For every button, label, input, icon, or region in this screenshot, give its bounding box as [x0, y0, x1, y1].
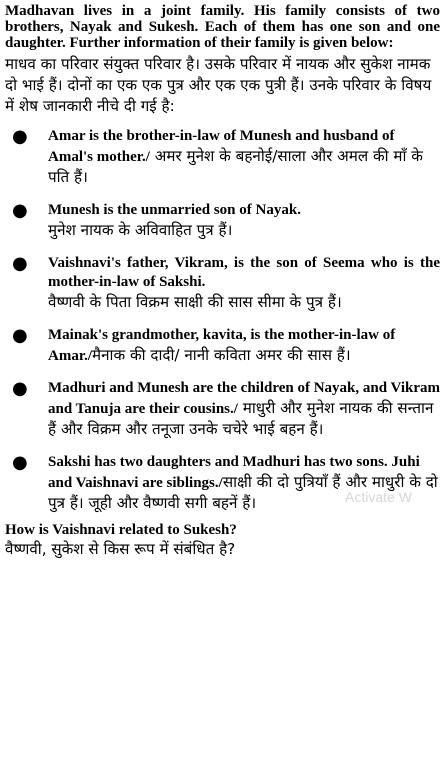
fact-text — [48, 326, 395, 364]
intro-english: Madhavan lives in a joint family. His family consists of two brothers, Nayak and Sukesh. Each of them has one son and one daughter. Further information of their family is given below: — [5, 3, 440, 52]
bullet-icon: ● — [12, 252, 28, 274]
fact-hindi: मुनेश नायक के अविवाहित पुत्र हैं। — [48, 220, 233, 239]
fact-item — [5, 201, 440, 241]
bullet-icon: ● — [12, 377, 28, 399]
fact-item — [5, 127, 440, 188]
activation-watermark: Activate W — [345, 489, 412, 505]
fact-hindi: माधुरी और मुनेश नायक की सन्तान हैं और विक्रम और तनूजा उनके चचेरे भाई बहन हैं। — [48, 398, 434, 438]
question-hindi: वैष्णवी, सुकेश से किस रूप में संबंधित है? — [5, 539, 236, 558]
bullet-icon: ● — [12, 125, 28, 147]
bullet-icon: ● — [12, 199, 28, 221]
fact-english: Mainak's grandmother, kavita, is the mother-in-law of Amar./ — [48, 326, 396, 364]
fact-hindi: मैनाक की दादी/ नानी कविता अमर की सास हैं। — [92, 345, 351, 364]
fact-hindi: अमर मुनेश के बहनोई/साला और अमल की माँ के पति हैं। — [48, 146, 423, 186]
fact-english: Vaishnavi's father, Vikram, is the son of Seema who is the mother-in-law of Sakshi. — [48, 254, 440, 290]
fact-english: Madhuri and Munesh are the children of Nayak, and Vikram and Tanuja are their cousins./ — [48, 379, 440, 417]
fact-english: Amar is the brother-in-law of Munesh and husband of Amal's mother./ — [48, 127, 395, 165]
fact-hindi: वैष्णवी के पिता विक्रम साक्षी की सास सीमा के पुत्र हैं। — [48, 292, 342, 311]
fact-item — [5, 326, 440, 366]
bullet-icon: ● — [12, 324, 28, 346]
fact-text — [48, 379, 440, 438]
fact-english: Sakshi has two daughters and Madhuri has two sons. Juhi and Vaishnavi are siblings./ — [48, 453, 420, 491]
fact-item — [5, 379, 440, 440]
fact-item — [5, 254, 440, 313]
fact-text — [48, 127, 423, 186]
question-english: How is Vaishnavi related to Sukesh? — [5, 521, 237, 538]
fact-english: Munesh is the unmarried son of Nayak. — [48, 201, 301, 218]
facts-list — [5, 127, 440, 514]
fact-hindi: साक्षी की दो पुत्रियाँ हैं और माधुरी के दो पुत्र हैं। जूही और वैष्णवी सगी बहनें हैं। — [48, 472, 438, 512]
intro-hindi: माधव का परिवार संयुक्त परिवार है। उसके परिवार में नायक और सुकेश नामक दो भाई हैं। दोनों का एक एक पुत्र और एक एक पुत्री हैं। उनके परिवार के विषय में शेष जानकारी नीचे दी गई है: — [5, 54, 432, 115]
bullet-icon: ● — [12, 451, 28, 473]
